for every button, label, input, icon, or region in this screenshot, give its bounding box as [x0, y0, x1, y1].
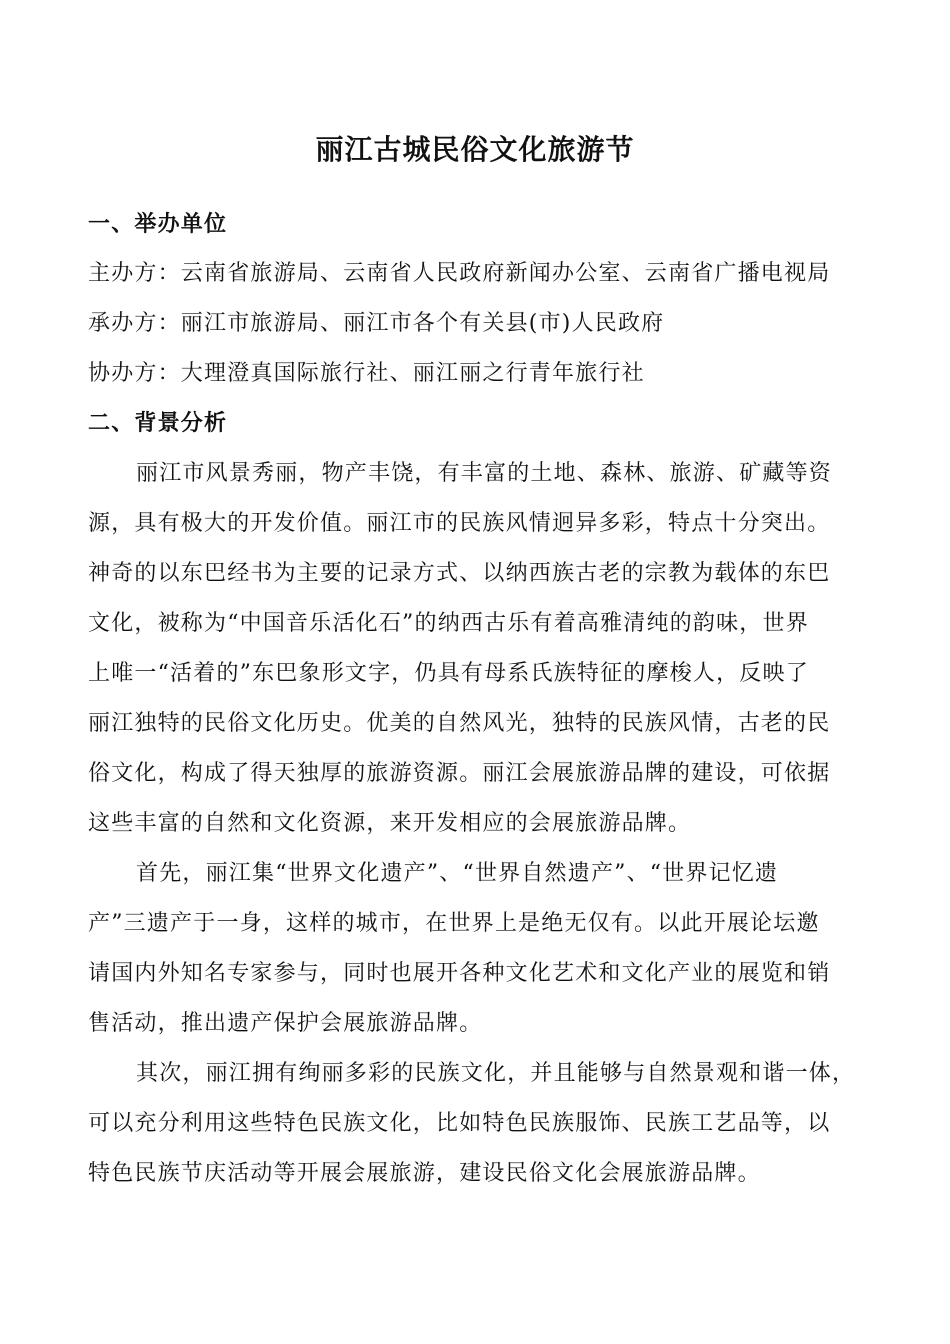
paragraph-line: 源，具有极大的开发价值。丽江市的民族风情迥异多彩，特点十分突出。	[88, 511, 831, 536]
paragraph-line: 俗文化，构成了得天独厚的旅游资源。丽江会展旅游品牌的建设，可依据	[88, 761, 831, 786]
paragraph-line: 丽江市风景秀丽，物产丰饶，有丰富的土地、森林、旅游、矿藏等资	[136, 461, 833, 486]
paragraph-line: 神奇的以东巴经书为主要的记录方式、以纳西族古老的宗教为载体的东巴	[88, 561, 831, 586]
paragraph-line: 产”三遗产于一身，这样的城市，在世界上是绝无仅有。以此开展论坛邀	[88, 911, 820, 936]
paragraph-line: 丽江独特的民俗文化历史。优美的自然风光，独特的民族风情，古老的民	[88, 711, 831, 736]
section-heading-organizers: 一、举办单位	[88, 212, 228, 237]
organizer-undertaker-line: 承办方：丽江市旅游局、丽江市各个有关县(市)人民政府	[88, 311, 665, 336]
paragraph-line: 特色民族节庆活动等开展会展旅游，建设民俗文化会展旅游品牌。	[88, 1161, 761, 1186]
paragraph-line: 售活动，推出遗产保护会展旅游品牌。	[88, 1011, 483, 1036]
section-heading-background: 二、背景分析	[88, 411, 228, 436]
paragraph-line: 其次，丽江拥有绚丽多彩的民族文化，并且能够与自然景观和谐一体，	[136, 1061, 856, 1086]
paragraph-line: 文化，被称为“中国音乐活化石”的纳西古乐有着高雅清纯的韵味，世界	[88, 611, 809, 636]
document-title: 丽江古城民俗文化旅游节	[315, 133, 635, 166]
organizer-host-line: 主办方：云南省旅游局、云南省人民政府新闻办公室、云南省广播电视局	[88, 261, 831, 286]
paragraph-line: 这些丰富的自然和文化资源，来开发相应的会展旅游品牌。	[88, 811, 692, 836]
paragraph-line: 可以充分利用这些特色民族文化，比如特色民族服饰、民族工艺品等，以	[88, 1111, 831, 1136]
paragraph-line: 上唯一“活着的”东巴象形文字，仍具有母系氏族特征的摩梭人，反映了	[88, 661, 809, 686]
organizer-co-organizer-line: 协办方：大理澄真国际旅行社、丽江丽之行青年旅行社	[88, 361, 645, 386]
paragraph-line: 首先，丽江集“世界文化遗产”、“世界自然遗产”、“世界记忆遗	[136, 861, 779, 886]
paragraph-line: 请国内外知名专家参与，同时也展开各种文化艺术和文化产业的展览和销	[88, 961, 831, 986]
